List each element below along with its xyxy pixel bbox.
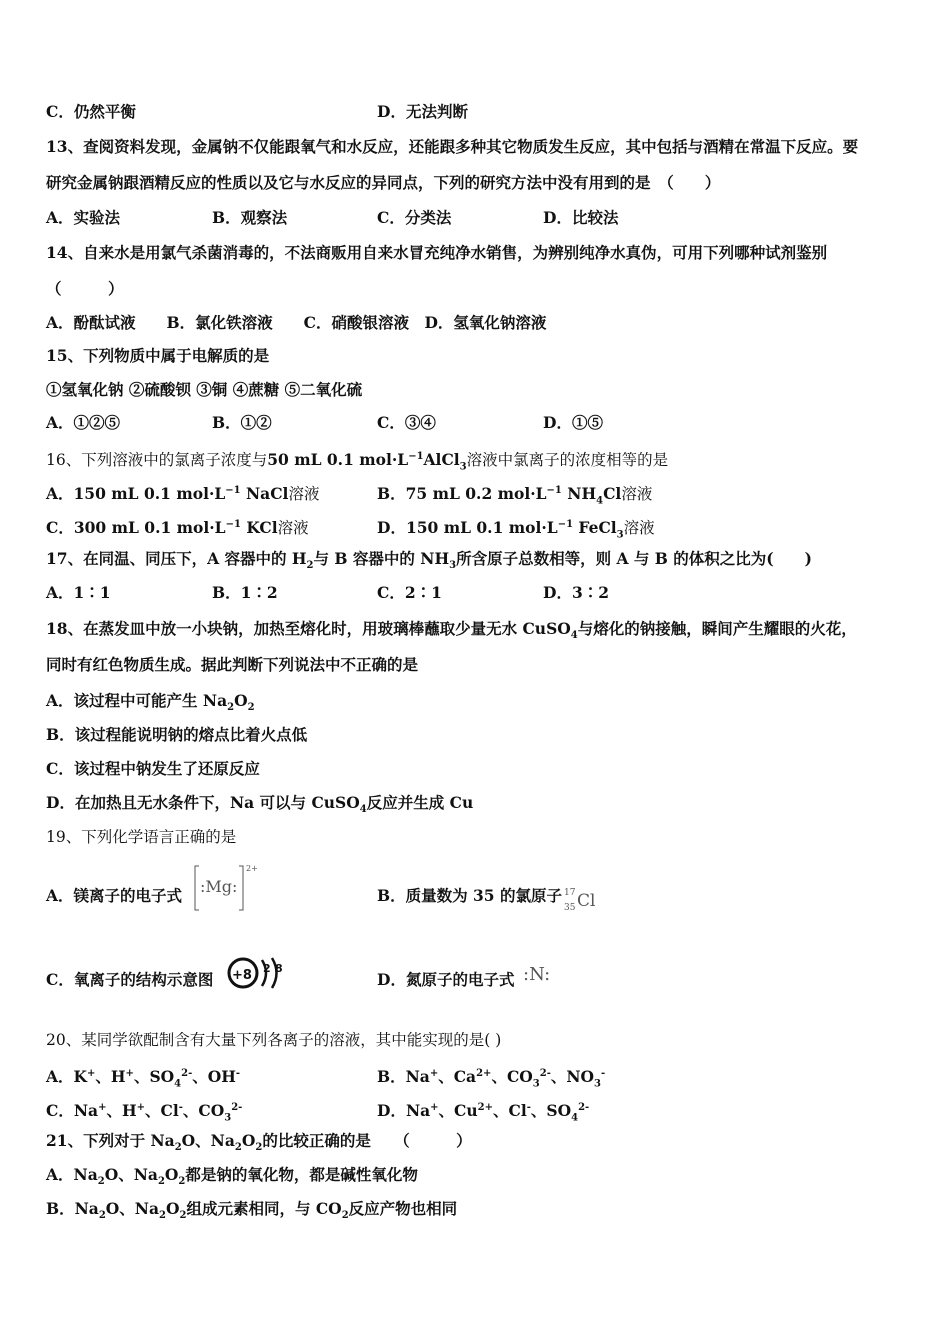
q13-option-d: D．比较法 <box>543 208 619 227</box>
q20-stem: 20、某同学欲配制含有大量下列各离子的溶液，其中能实现的是( ) <box>46 1031 502 1049</box>
q13-stem-line1: 13、查阅资料发现，金属钠不仅能跟氧气和水反应，还能跟多种其它物质发生反应，其中包括与酒精在常温下反应。要 <box>46 137 859 156</box>
q15-option-a: A．①②⑤ <box>46 413 121 432</box>
q21-option-a: A．$Na_2O$、$Na_2O_2$都是钠的氧化物，都是碱性氧化物 <box>46 1165 418 1188</box>
cl-atomic-number: 17 <box>564 888 576 898</box>
chlorine-isotope-symbol <box>563 884 603 914</box>
nitrogen-electron-formula <box>521 956 561 990</box>
q20-option-d: D．Na+、$Cu^{2+}$、Cl-、$SO_4^{2-}$ <box>377 1101 590 1124</box>
q16-option-b: B．75 mL 0.2 $mol\cdot L^{-1}$ $NH_4Cl$溶液 <box>377 484 653 507</box>
mg-formula-text: :Mg: <box>200 877 238 896</box>
q16-option-c: C．300 mL 0.1 $mol\cdot L^{-1}$ KCl溶液 <box>46 518 309 538</box>
q15-option-c: C．③④ <box>377 413 436 432</box>
q17-stem: 17、在同温、同压下，A 容器中的 $H_2$与 B 容器中的 $NH_3$所含原子总数相等，则 A 与 B 的体积之比为( ) <box>46 549 812 572</box>
q19-option-c: C．氧离子的结构示意图 <box>46 970 214 989</box>
q15-option-b: B．①② <box>212 413 272 432</box>
q18-option-b: B．该过程能说明钠的熔点比着火点低 <box>46 725 308 744</box>
shell2-electrons: 8 <box>275 962 283 975</box>
q17-option-d: D．3∶2 <box>543 583 610 602</box>
cl-symbol: Cl <box>577 891 596 911</box>
q14-stem-line1: 14、自来水是用氯气杀菌消毒的，不法商贩用自来水冒充纯净水销售，为辨别纯净水真伪，可用下列哪种试剂鉴别 <box>46 243 828 262</box>
q17-option-b: B．1∶2 <box>212 583 278 602</box>
shell1-electrons: 2 <box>263 962 271 975</box>
q13-option-c: C．分类法 <box>377 208 452 227</box>
mg-charge-text: 2+ <box>246 864 258 873</box>
q20-option-a: A．K+、H+、$SO_4^{2-}$、OH- <box>46 1067 241 1090</box>
q16-stem: 16、下列溶液中的氯离子浓度与50 mL 0.1 $mol\cdot L^{-1}AlCl_3$溶液中氯离子的浓度相等的是 <box>46 450 669 473</box>
q21-option-b: B．$Na_2O$、$Na_2O_2$组成元素相同，与 $CO_2$反应产物也相同 <box>46 1199 458 1222</box>
q18-stem-line1: 18、在蒸发皿中放一小块钠，加热至熔化时，用玻璃棒蘸取少量无水 CuSO$_4$与熔化的钠接触，瞬间产生耀眼的火花， <box>46 619 857 642</box>
q19-option-d: D．氮原子的电子式 <box>377 970 515 989</box>
q13-option-a: A．实验法 <box>46 208 121 227</box>
q18-stem-line2: 同时有红色物质生成。据此判断下列说法中不正确的是 <box>46 655 419 674</box>
q17-option-a: A．1∶1 <box>46 583 111 602</box>
n-formula-text: :N: <box>523 964 551 985</box>
q13-stem-line2: 研究金属钠跟酒精反应的性质以及它与水反应的异同点，下列的研究方法中没有用到的是 （ ） <box>46 173 721 192</box>
nucleus-charge: +8 <box>232 968 252 983</box>
q15-items: ①氢氧化钠 ②硫酸钡 ③铜 ④蔗糖 ⑤二氧化硫 <box>46 380 363 399</box>
q16-option-d: D．150 mL 0.1 $mol\cdot L^{-1}$ FeCl$_3$溶液 <box>377 518 655 541</box>
q13-option-b: B．观察法 <box>212 208 288 227</box>
mg-ion-electron-formula <box>193 862 263 914</box>
q18-option-a: A．该过程中可能产生 $Na_2O_2$ <box>46 691 255 714</box>
cl-mass-number: 35 <box>564 903 576 913</box>
q19-option-b: B．质量数为 35 的氯原子 <box>377 886 562 905</box>
q19-option-a: A．镁离子的电子式 <box>46 886 183 905</box>
q18-option-c: C．该过程中钠发生了还原反应 <box>46 759 260 778</box>
q21-stem: 21、下列对于 $Na_2O$、$Na_2O_2$的比较正确的是 （ ） <box>46 1131 472 1154</box>
q17-option-c: C．2∶1 <box>377 583 442 602</box>
q14-options: A．酚酞试液 B．氯化铁溶液 C．硝酸银溶液 D．氢氧化钠溶液 <box>46 313 547 332</box>
q19-stem: 19、下列化学语言正确的是 <box>46 828 237 846</box>
q20-option-c: C．Na+、H+、Cl-、$CO_3^{2-}$ <box>46 1101 243 1124</box>
q15-option-d: D．①⑤ <box>543 413 603 432</box>
oxygen-ion-structure-diagram <box>226 954 292 992</box>
q16-option-a: A．150 mL 0.1 $mol\cdot L^{-1}$ NaCl溶液 <box>46 484 320 504</box>
q12-option-d: D．无法判断 <box>377 102 468 121</box>
q14-stem-line2: （ ） <box>46 279 124 298</box>
q15-stem: 15、下列物质中属于电解质的是 <box>46 346 270 365</box>
q20-option-b: B．Na+、$Ca^{2+}$、$CO_3^{2-}$、$NO_3^-$ <box>377 1067 606 1090</box>
q12-option-c: C．仍然平衡 <box>46 102 136 121</box>
q18-option-d: D．在加热且无水条件下，Na 可以与 CuSO$_4$反应并生成 Cu <box>46 793 474 816</box>
